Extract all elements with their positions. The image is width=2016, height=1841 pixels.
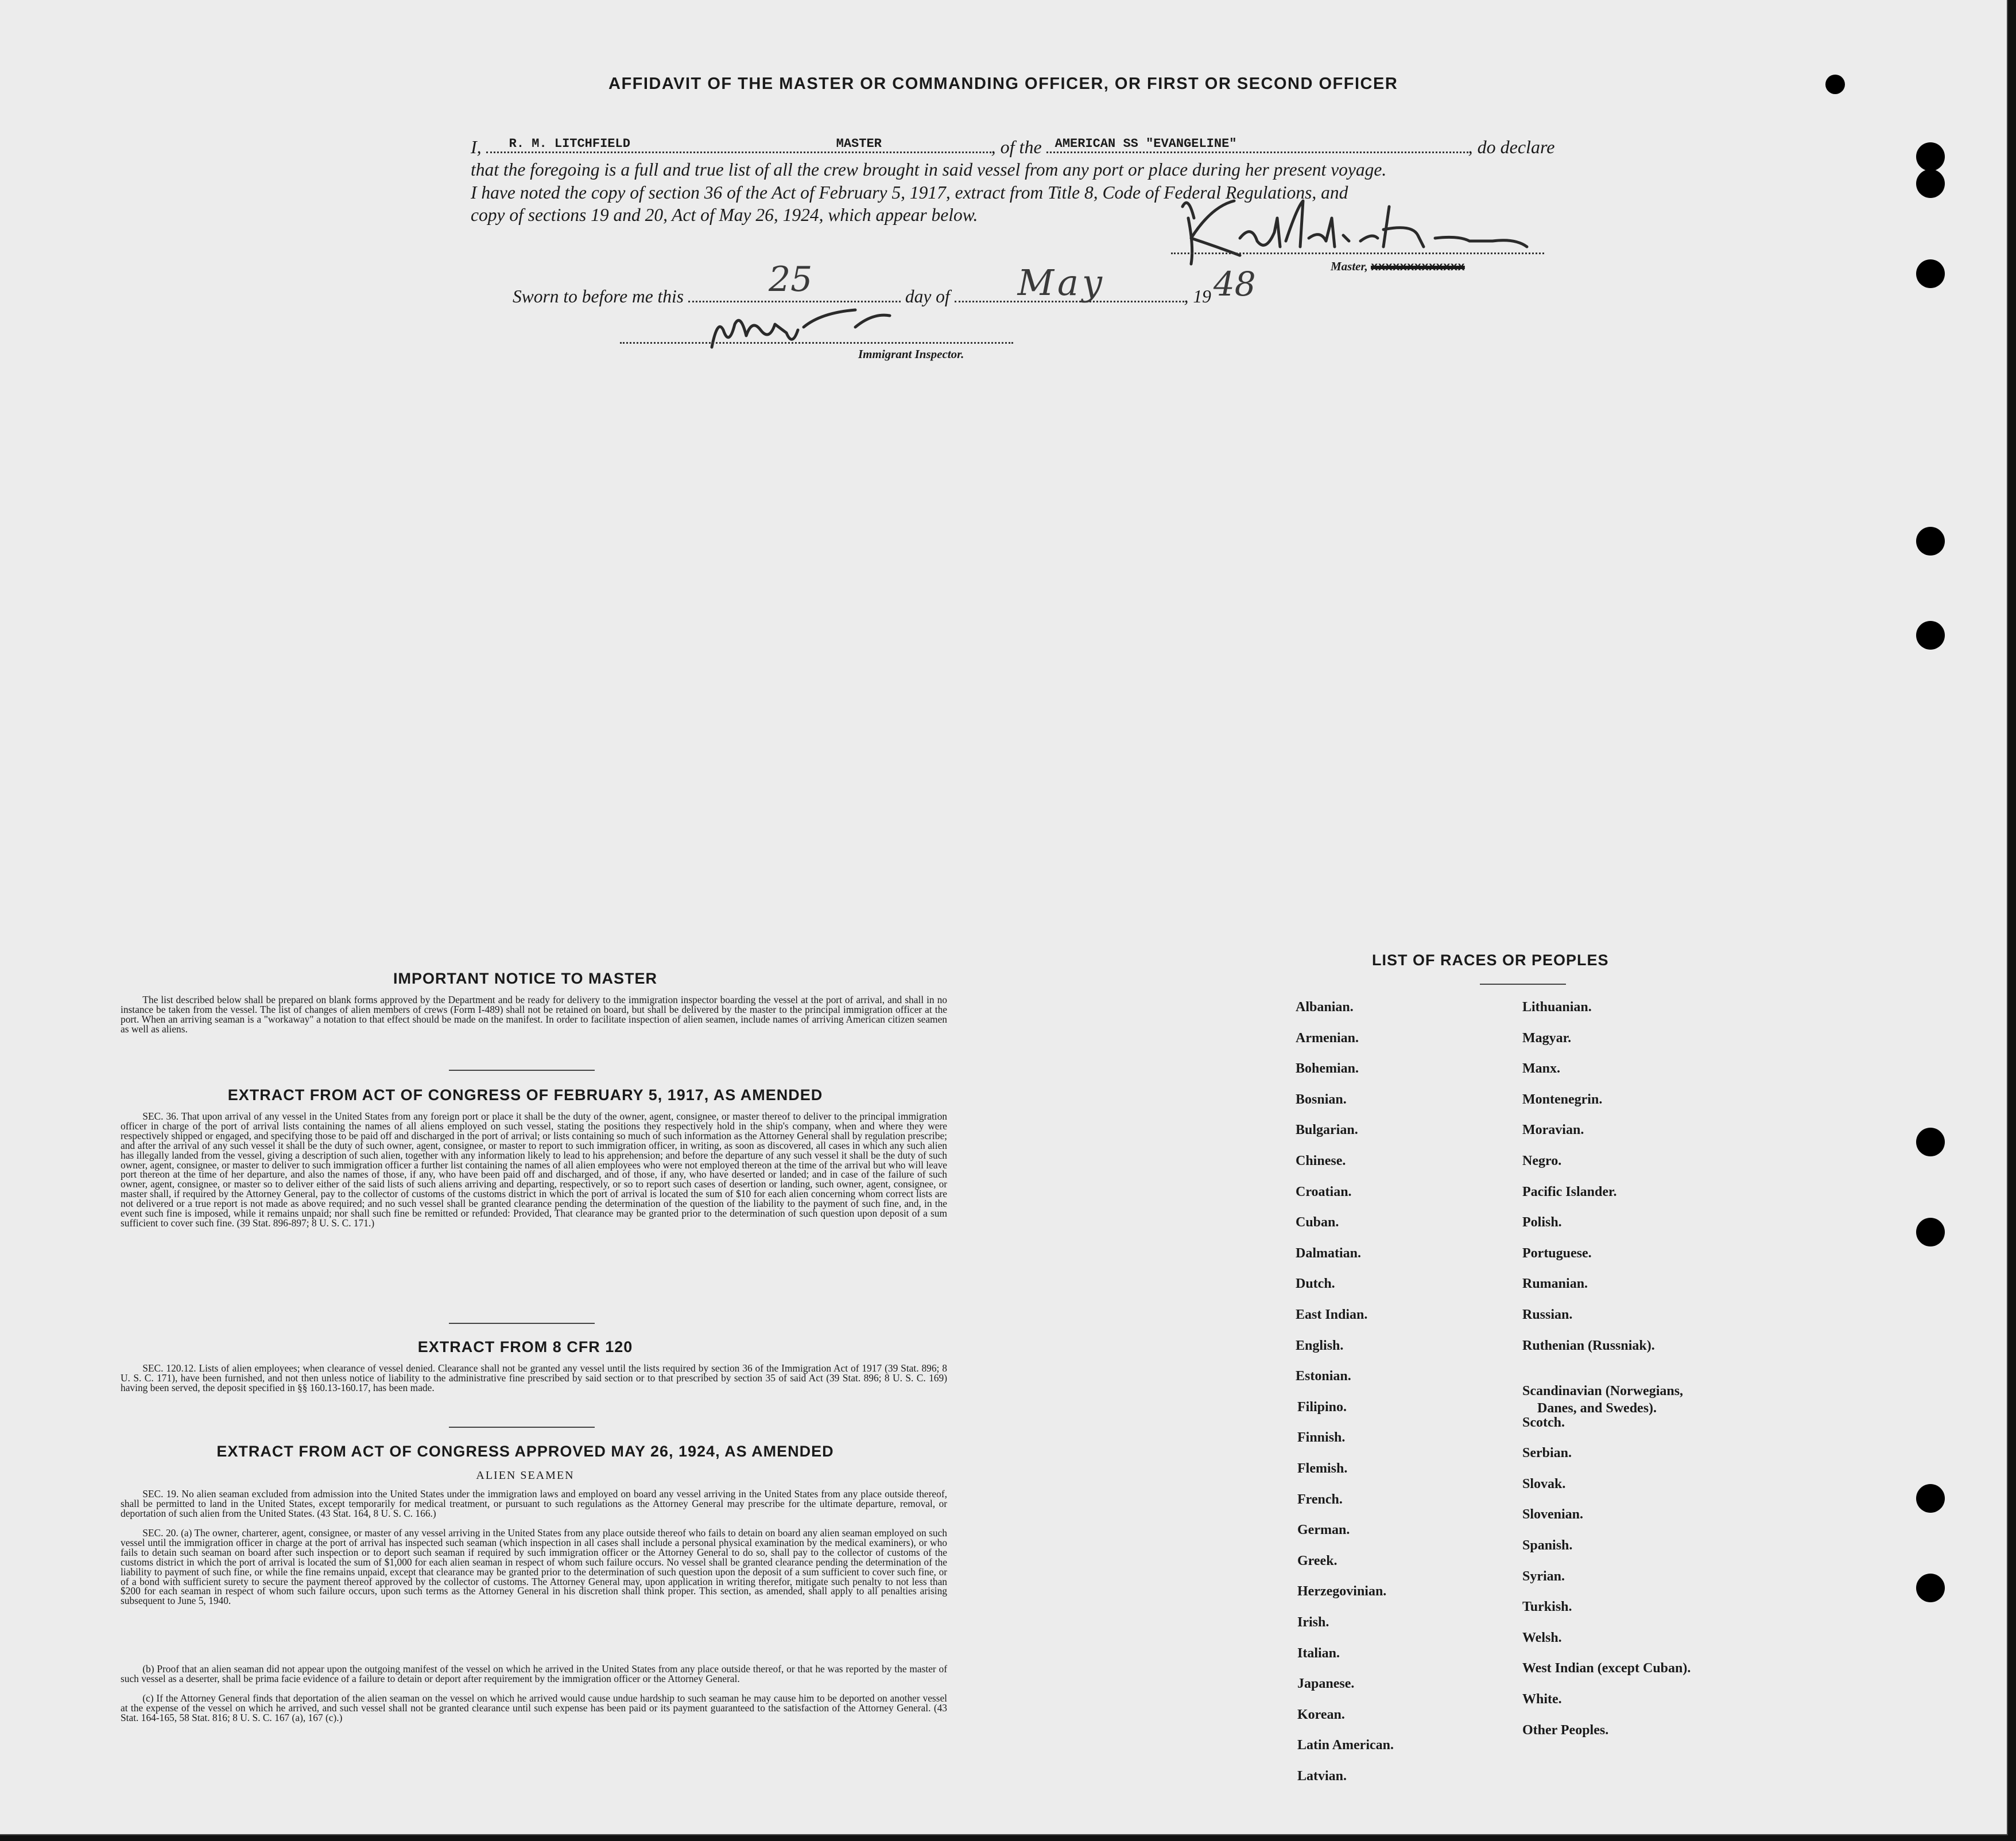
race-item: Manx. [1522, 1061, 1560, 1077]
extract-cfr-text: SEC. 120.12. Lists of alien employees; when clearance of vessel denied. Clearance shall not be granted any vessel until the lists required by section 36 of the Immigration Act of 1917 (39 Stat. 896; 8 U. S. C. 171), have been furnished, and not then unless notice of liability to the administrative fine prescribed by said section or to that prescribed by section 35 of said Act (39 Stat. 896; 8 U. S. C. 169) having been served, the deposit specified in §§ 160.13-160.17, has been made. [121, 1362, 947, 1393]
race-item: Bosnian. [1296, 1092, 1347, 1107]
binder-hole [1916, 142, 1945, 171]
master-signature [1171, 184, 1544, 270]
master-struck-text: xxxxxxxxxxxxx [1371, 261, 1465, 274]
race-item: Finnish. [1297, 1430, 1346, 1446]
race-item: Ruthenian (Russniak). [1522, 1338, 1655, 1353]
divider [449, 1070, 595, 1071]
binder-hole [1825, 75, 1845, 94]
race-item: Russian. [1522, 1307, 1573, 1322]
race-item: White. [1522, 1692, 1562, 1707]
extract-cfr-title: EXTRACT FROM 8 CFR 120 [417, 1338, 633, 1355]
sworn-prefix: Sworn to before me this [513, 286, 684, 306]
race-item: Welsh. [1522, 1630, 1562, 1645]
race-item: Italian. [1297, 1645, 1340, 1661]
sec-20a-text: SEC. 20. (a) The owner, charterer, agent, consignee, or master of any vessel arriving in the United States from any place outside thereof who fails to detain on board any alien seaman employed on such vessel until the immigration officer in charge at the port of arrival has inspected such seaman (which inspection in all cases shall include a personal physical examination by the medical examiners), or who fails to detain such seaman on board after such inspection or to deport such seaman if required by such immigration officer or the Attorney General to do so, shall pay to the collector of customs of the customs district in which the port of arrival is located the sum of $1,000 for each alien seaman in respect of whom such failure occurs. No vessel shall be granted clearance pending the determination of the liability to payment of such fine, or while the fine remains unpaid, except that clearance may be granted prior to the determination of such question upon the deposit of a sum sufficient to cover such fine, or of a bond with sufficient surety to secure the payment thereof approved by the collector of customs. The Attorney General may, upon application in writing therefor, mitigate such penalty to not less than $200 for each seaman in respect of whom such failure occurs, upon such terms as the Attorney General in his discretion shall think proper. This section, as amended, shall apply to all penalties arising subsequent to June 5, 1940. [121, 1527, 947, 1607]
race-item: Slovak. [1522, 1476, 1566, 1492]
binder-hole [1916, 1218, 1945, 1246]
race-item: Scotch. [1522, 1415, 1565, 1430]
race-item: Latvian. [1297, 1769, 1347, 1784]
binder-hole [1916, 1484, 1945, 1513]
race-item: Serbian. [1522, 1446, 1572, 1461]
affidavit-line-1 [471, 133, 1554, 158]
race-item: Scandinavian (Norwegians, Danes, and Swedes). [1522, 1384, 1684, 1416]
binder-hole [1916, 527, 1945, 556]
sworn-day-field [688, 259, 901, 302]
binder-hole [1916, 259, 1945, 288]
master-label: Master, [1331, 259, 1368, 273]
race-item: Magyar. [1522, 1030, 1572, 1046]
affidavit-line-3: I have noted the copy of section 36 of the Act of February 5, 1917, extract from Title 8, Code of Federal Regulations, and [471, 182, 1348, 203]
race-item: Dalmatian. [1296, 1245, 1361, 1261]
race-item: Dutch. [1296, 1276, 1335, 1292]
vessel-field [1046, 133, 1468, 153]
year-prefix: , 19 [1184, 286, 1211, 306]
race-item: Slovenian. [1522, 1507, 1584, 1522]
day-of-label: day of [905, 286, 950, 306]
race-item: Cuban. [1296, 1215, 1339, 1230]
race-item: Armenian. [1296, 1030, 1359, 1046]
notice-text: The list described below shall be prepared on blank forms approved by the Department and be ready for delivery to the immigration inspector boarding the vessel at the port of arrival, and shall in no instance be taken from the vessel. The list of changes of alien members of crews (Form I-489) shall not be retained on board, but shall be delivered by the master to the principal immigration officer at the port. When an arriving seaman is a "workaway" a notation to that effect should be made on the manifest. In order to facilitate inspection of alien seamen, include names of arriving American citizen seamen as well as aliens. [121, 994, 947, 1035]
affidavit-name-rank-field [486, 133, 991, 153]
affidavit-do-declare: , do declare [1468, 137, 1555, 157]
race-item: Chinese. [1296, 1153, 1346, 1168]
divider [449, 1427, 595, 1428]
sworn-day: 25 [768, 259, 813, 300]
race-item: German. [1297, 1522, 1350, 1538]
master-label-row [1331, 259, 1465, 274]
race-item: Japanese. [1297, 1676, 1355, 1692]
race-item: Korean. [1297, 1707, 1345, 1722]
affidavit-of-the: , of the [991, 137, 1042, 157]
race-item: Negro. [1522, 1153, 1562, 1168]
race-item: Bulgarian. [1296, 1123, 1358, 1138]
master-name: R. M. LITCHFIELD [509, 137, 630, 151]
sec-19-text: SEC. 19. No alien seaman excluded from admission into the United States under the immigration laws and employed on board any vessel arriving in the United States from any place outside thereof, shall be permitted to land in the United States, except temporarily for medical treatment, or pursuant to such regulations as the Attorney General may prescribe for the ultimate departure, removal, or deportation of such alien from the United States. (43 Stat. 164, 8 U. S. C. 166.) [121, 1488, 947, 1519]
sworn-month: May [1017, 262, 1106, 304]
race-item: Moravian. [1522, 1123, 1584, 1138]
race-item: Rumanian. [1522, 1276, 1588, 1292]
race-item: Spanish. [1522, 1538, 1573, 1553]
master-rank: MASTER [836, 137, 882, 151]
extract-1917-text: SEC. 36. That upon arrival of any vessel in the United States from any foreign port or place it shall be the duty of the owner, agent, consignee, or master thereof to deliver to the principal immigration officer in charge of the port of arrival lists containing the names of all aliens employed on such vessel, stating the positions they respectively hold in the ship's company, when and where they were respectively shipped or engaged, and specifying those to be paid off and discharged in the port of arrival; or lists containing so much of such information as the Attorney General shall by regulation prescribe; and after the arrival of any such vessel it shall be the duty of such owner, agent, consignee, or master to report to such immigration officer, in writing, as soon as discovered, all cases in which any such alien has illegally landed from the vessel, giving a description of such alien, together with any information likely to lead to his apprehension; and before the departure of any such vessel it shall be the duty of such owner, agent, consignee, or master to deliver to such immigration officer a further list containing the names of all alien employees who were not employed thereon at the time of the arrival but who will leave port thereon at the time of her departure, and also the names of those, if any, who have been paid off and discharged, and of those, if any, who have deserted or landed; and in case of the failure of such owner, agent, consignee, or master so to deliver either of the said lists of such aliens arriving and departing, respectively, or so to report such cases of desertion or landing, such owner, agent, consignee, or master shall, if required by the Attorney General, pay to the collector of customs of the customs district in which the port of arrival is located the sum of $10 for each alien concerning whom correct lists are not delivered or a true report is not made as above required; and no such vessel shall be granted clearance pending the determination of the question of the liability to the payment of such fine, and, in the event such fine is imposed, while it remains unpaid; nor shall such fine be remitted or refunded: Provided, That clearance may be granted prior to the determination of such question upon deposit of a sum sufficient to cover such fine. (39 Stat. 896-897; 8 U. S. C. 171.) [121, 1110, 947, 1229]
race-item: Flemish. [1297, 1461, 1348, 1476]
race-item: Lithuanian. [1522, 1000, 1592, 1015]
divider [449, 1323, 595, 1324]
binder-hole [1916, 621, 1945, 650]
race-item: Montenegrin. [1522, 1092, 1603, 1107]
race-item: Albanian. [1296, 1000, 1354, 1015]
race-item: Portuguese. [1522, 1245, 1592, 1261]
binder-hole [1916, 1128, 1945, 1156]
race-item: Syrian. [1522, 1568, 1565, 1584]
binder-hole [1916, 1574, 1945, 1602]
race-item: Turkish. [1522, 1599, 1572, 1615]
sec-20c-text: (c) If the Attorney General finds that deportation of the alien seaman on the vessel on which he arrived would cause undue hardship to such seaman he may cause him to be deported on another vessel at the expense of the vessel on which he arrived, and such vessel shall not be granted clearance until such expense has been paid or its payment guaranteed to the satisfaction of the Attorney General. (43 Stat. 164-165, 58 Stat. 816; 8 U. S. C. 167 (a), 167 (c).) [121, 1692, 947, 1723]
race-item: English. [1296, 1338, 1344, 1353]
race-item: Bohemian. [1296, 1061, 1359, 1077]
binder-hole [1916, 169, 1945, 198]
affidavit-i: I, [471, 137, 482, 157]
race-item: Greek. [1297, 1553, 1337, 1568]
race-item: Filipino. [1297, 1399, 1347, 1415]
extract-1917-title: EXTRACT FROM ACT OF CONGRESS OF FEBRUARY 5, 1917, AS AMENDED [227, 1086, 823, 1104]
race-item: Croatian. [1296, 1184, 1352, 1199]
affidavit-line-2: that the foregoing is a full and true list of all the crew brought in said vessel from any port or place during her present voyage. [471, 160, 1387, 180]
sworn-month-field [955, 262, 1184, 304]
races-title: LIST OF RACES OR PEOPLES [1372, 951, 1609, 969]
race-item: East Indian. [1296, 1307, 1368, 1322]
notice-title: IMPORTANT NOTICE TO MASTER [393, 970, 657, 987]
race-item: Irish. [1297, 1615, 1329, 1630]
extract-1924-subtitle: ALIEN SEAMEN [476, 1469, 575, 1482]
race-item: West Indian (except Cuban). [1522, 1661, 1691, 1676]
race-item: French. [1297, 1492, 1343, 1507]
race-item: Pacific Islander. [1522, 1184, 1617, 1199]
race-item: Latin American. [1297, 1738, 1394, 1753]
affidavit-line-4: copy of sections 19 and 20, Act of May 26, 1924, which appear below. [471, 205, 978, 225]
race-item: Other Peoples. [1522, 1722, 1609, 1738]
divider [1480, 984, 1566, 985]
inspector-label: Immigrant Inspector. [858, 347, 964, 361]
inspector-signature-line [620, 342, 1013, 344]
extract-1924-title: EXTRACT FROM ACT OF CONGRESS APPROVED MAY 26, 1924, AS AMENDED [216, 1443, 834, 1460]
race-item: Herzegovinian. [1297, 1584, 1387, 1599]
race-item: Estonian. [1296, 1369, 1351, 1384]
race-item: Polish. [1522, 1215, 1562, 1230]
affidavit-title: AFFIDAVIT OF THE MASTER OR COMMANDING OFFICER, OR FIRST OR SECOND OFFICER [608, 75, 1398, 93]
vessel-name: AMERICAN SS "EVANGELINE" [1054, 137, 1237, 151]
master-signature-line [1171, 253, 1544, 254]
sworn-year: 48 [1213, 265, 1256, 304]
sec-20b-text: (b) Proof that an alien seaman did not appear upon the outgoing manifest of the vessel on which he arrived in the United States from any place outside thereof, or that he was reported by the master of such vessel as a deserter, shall be prima facie evidence of a failure to detain or deport after requirement by the immigration officer or the Attorney General. [121, 1663, 947, 1684]
